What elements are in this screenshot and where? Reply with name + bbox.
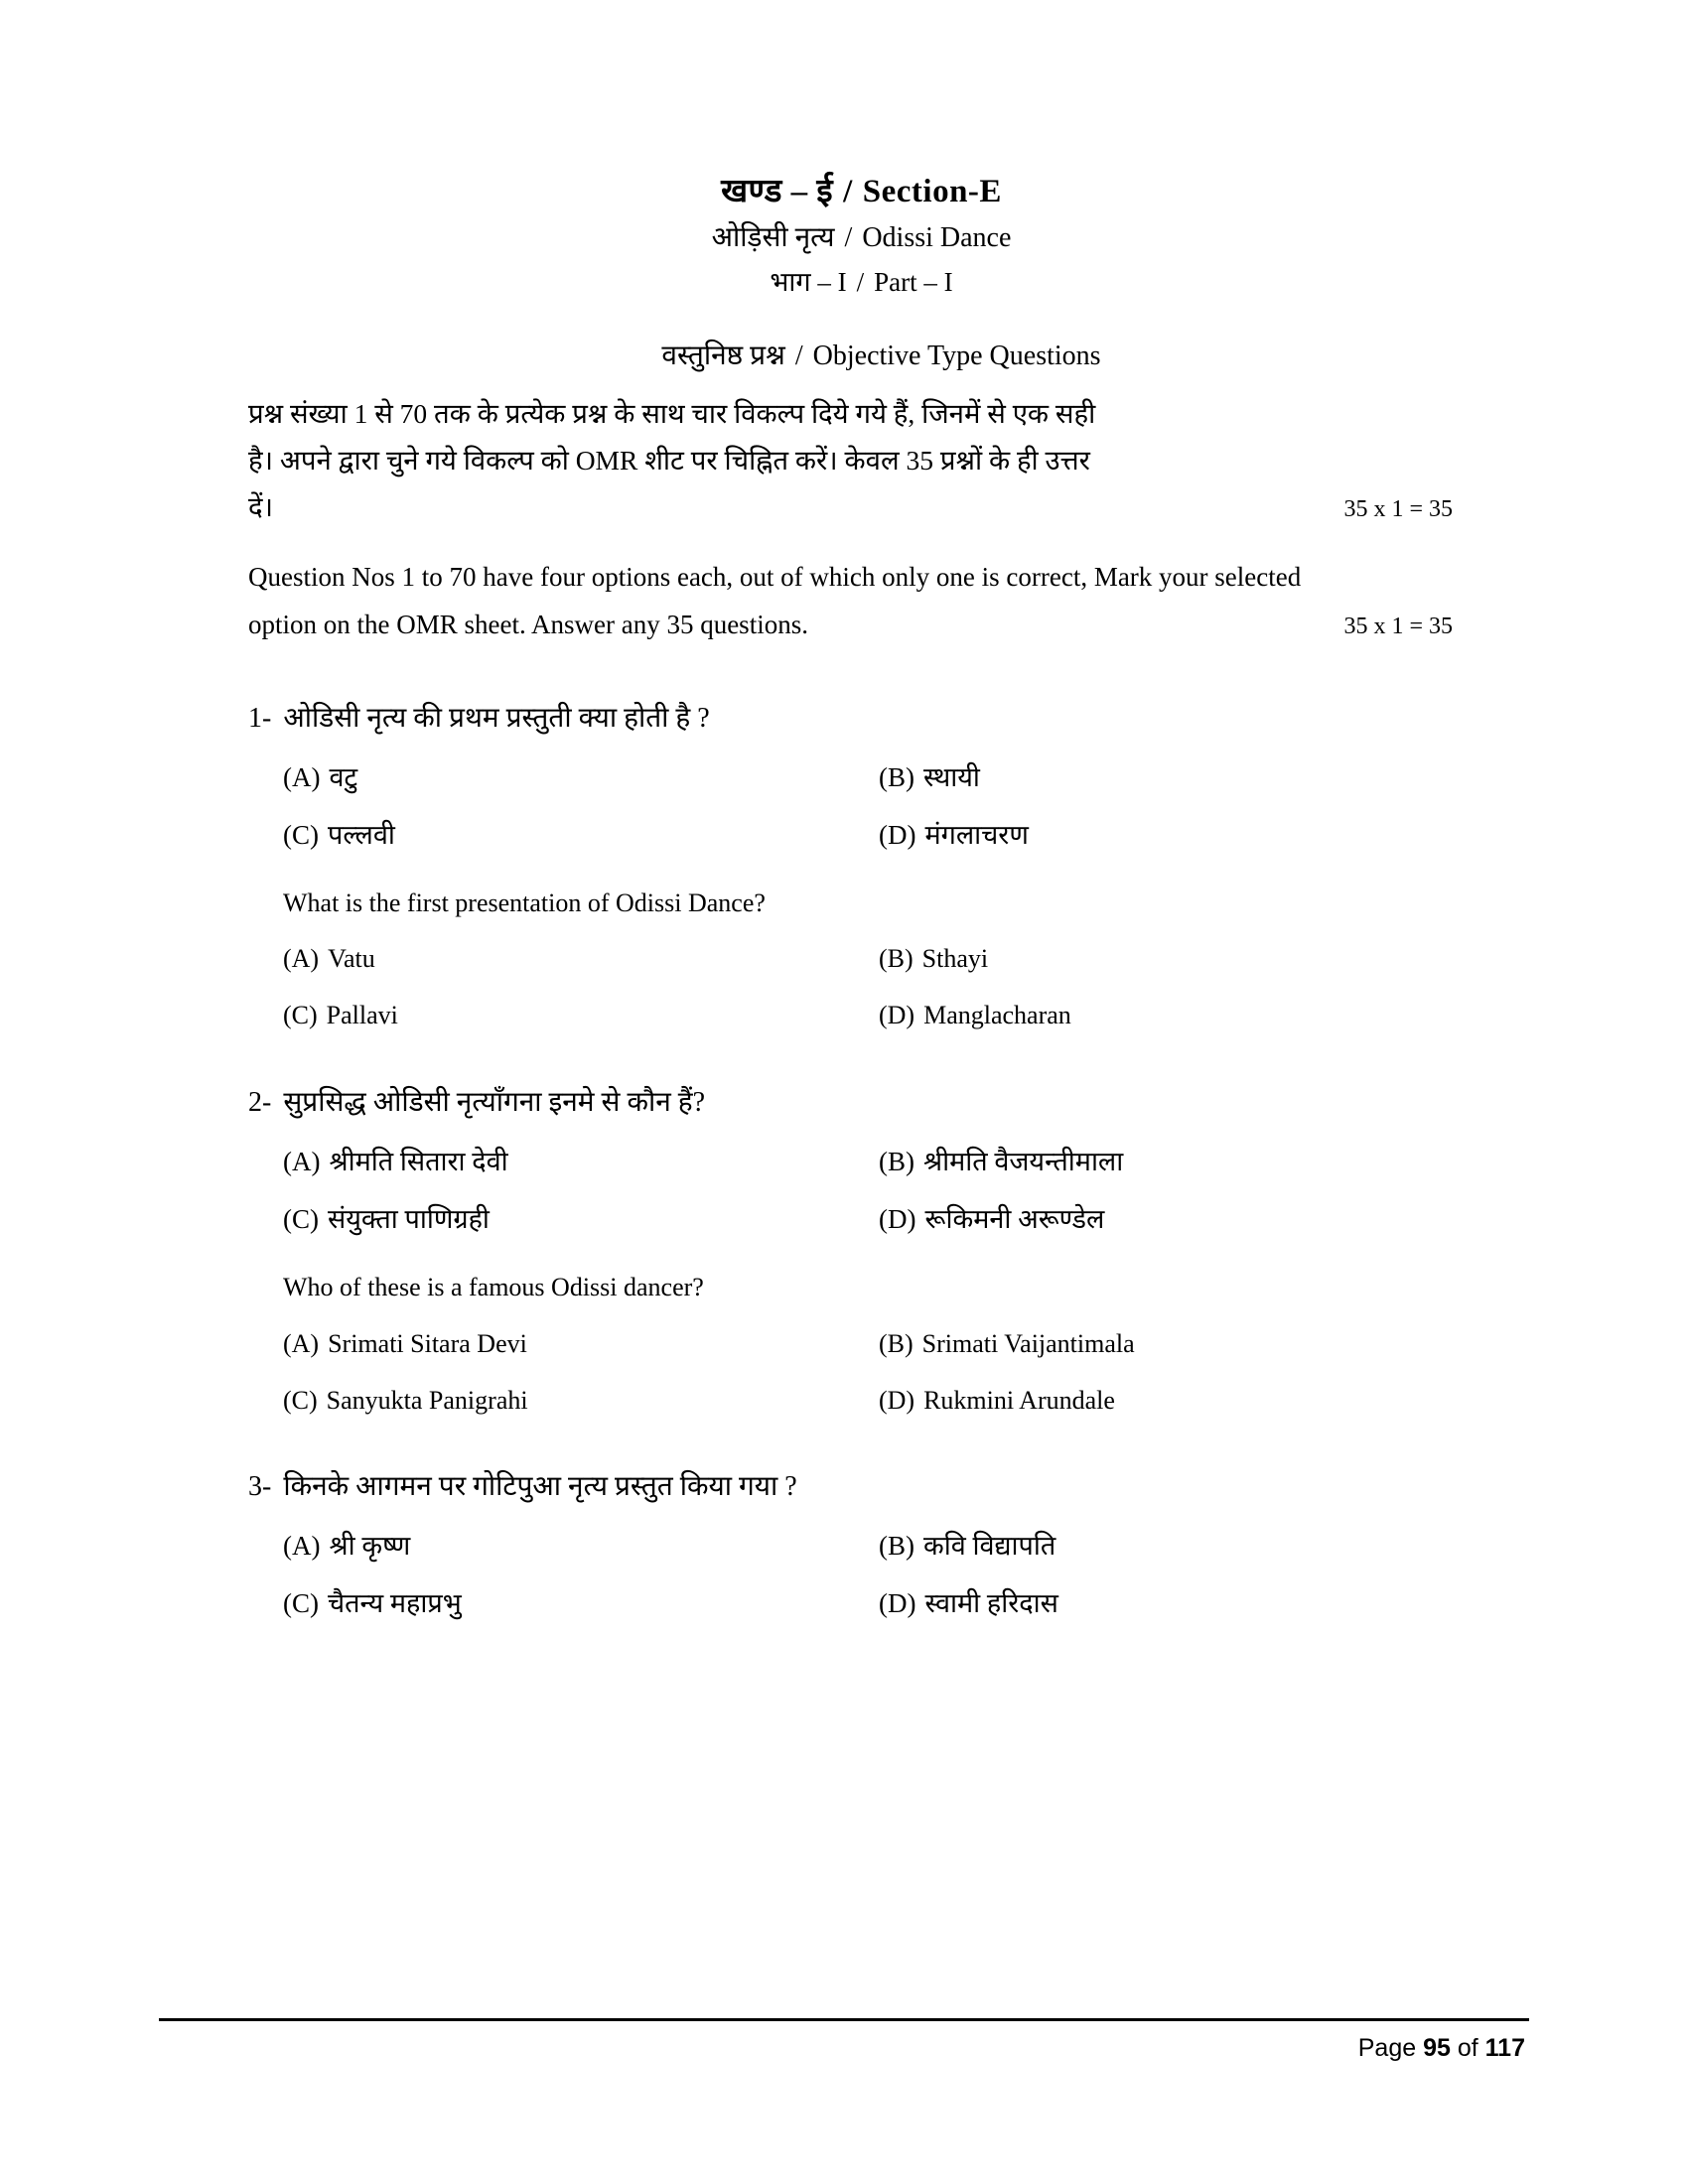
option-text: Sthayi xyxy=(921,944,989,974)
option-text: स्थायी xyxy=(923,761,980,792)
option-label: (D) xyxy=(879,819,916,850)
option-b[interactable] xyxy=(879,760,1475,795)
option-d[interactable] xyxy=(879,1586,1475,1621)
option-text: श्री कृष्ण xyxy=(329,1531,411,1562)
option-text: वटु xyxy=(329,761,358,792)
option-label: (B) xyxy=(879,761,914,792)
option-row-english xyxy=(248,1327,1475,1361)
option-c[interactable] xyxy=(283,1202,879,1237)
option-c-english[interactable] xyxy=(283,999,879,1032)
option-a[interactable] xyxy=(283,760,879,795)
option-label: (B) xyxy=(879,944,914,974)
option-label: (A) xyxy=(283,1328,320,1358)
question-number: 2- xyxy=(248,1087,272,1119)
option-d-english[interactable] xyxy=(879,1384,1475,1418)
option-row xyxy=(248,760,1475,795)
instructions-hindi-line-3: दें। xyxy=(248,491,274,523)
title-separator: / xyxy=(843,174,853,209)
option-label: (C) xyxy=(283,819,319,850)
subject-title xyxy=(248,222,1475,254)
option-label: (B) xyxy=(879,1328,914,1358)
part-title-english: Part – I xyxy=(874,267,953,298)
option-d[interactable] xyxy=(879,1202,1475,1237)
question-block xyxy=(248,1084,1475,1417)
subject-title-english: Odissi Dance xyxy=(862,222,1012,254)
option-a-english[interactable] xyxy=(283,1327,879,1361)
option-row-english xyxy=(248,1384,1475,1418)
option-b[interactable] xyxy=(879,1529,1475,1564)
option-text: चैतन्य महाप्रभु xyxy=(328,1588,462,1619)
section-title-english: Section-E xyxy=(862,174,1002,209)
subject-title-hindi: ओड़िसी नृत्य xyxy=(711,222,835,254)
objective-separator: / xyxy=(794,340,803,371)
option-d-english[interactable] xyxy=(879,999,1475,1032)
page-of-label: of xyxy=(1457,2034,1478,2062)
page-label: Page xyxy=(1357,2034,1417,2062)
option-a-english[interactable] xyxy=(283,942,879,976)
option-text: Rukmini Arundale xyxy=(923,1385,1115,1415)
question-block xyxy=(248,1468,1475,1621)
instructions-hindi xyxy=(248,390,1475,531)
instructions-english xyxy=(248,553,1475,648)
option-text: संयुक्ता पाणिग्रही xyxy=(328,1203,490,1234)
option-b-english[interactable] xyxy=(879,1327,1475,1361)
page-number-indicator xyxy=(159,2034,1529,2063)
option-row xyxy=(248,1202,1475,1237)
option-label: (A) xyxy=(283,1146,321,1176)
option-label: (C) xyxy=(283,1203,319,1234)
question-text-hindi: किनके आगमन पर गोटिपुआ नृत्य प्रस्तुत किया गया ? xyxy=(283,1471,797,1503)
marks-hindi: 35 x 1 = 35 xyxy=(1343,496,1453,523)
option-label: (C) xyxy=(283,1588,319,1619)
section-title xyxy=(248,174,1475,209)
footer-divider xyxy=(159,2018,1529,2021)
objective-title-english: Objective Type Questions xyxy=(812,340,1101,371)
question-heading xyxy=(248,1468,1475,1506)
instructions-hindi-line-3-row xyxy=(248,483,1475,530)
question-heading xyxy=(248,1084,1475,1122)
instructions-english-line-1: Question Nos 1 to 70 have four options each, out of which only one is correct, Mark your selected xyxy=(248,561,1302,592)
option-text: Srimati Vaijantimala xyxy=(921,1328,1135,1358)
part-separator: / xyxy=(856,267,865,298)
question-block xyxy=(248,700,1475,1032)
option-row xyxy=(248,818,1475,853)
part-title xyxy=(248,267,1475,298)
option-c-english[interactable] xyxy=(283,1384,879,1418)
page-footer xyxy=(159,2018,1529,2063)
section-title-hindi: खण्ड – ई xyxy=(721,174,834,209)
question-text-english: Who of these is a famous Odissi dancer? xyxy=(283,1273,704,1302)
page-total: 117 xyxy=(1484,2034,1525,2062)
option-d[interactable] xyxy=(879,818,1475,853)
option-text: स्वामी हरिदास xyxy=(924,1588,1058,1619)
option-text: Sanyukta Panigrahi xyxy=(326,1385,528,1415)
option-label: (A) xyxy=(283,1531,321,1562)
option-text: श्रीमति वैजयन्तीमाला xyxy=(923,1146,1124,1176)
instructions-english-line-2-row xyxy=(248,601,1475,648)
option-label: (D) xyxy=(879,1385,915,1415)
option-row xyxy=(248,1145,1475,1179)
page-current: 95 xyxy=(1423,2034,1451,2062)
question-text-english: What is the first presentation of Odissi Dance? xyxy=(283,887,766,917)
option-c[interactable] xyxy=(283,818,879,853)
option-row-english xyxy=(248,942,1475,976)
instructions-hindi-line-1: प्रश्न संख्या 1 से 70 तक के प्रत्येक प्रश्न के साथ चार विकल्प दिये गये हैं, जिनमें से एक सही xyxy=(248,397,1096,429)
page-content xyxy=(248,174,1475,1621)
option-c[interactable] xyxy=(283,1586,879,1621)
option-text: Vatu xyxy=(328,944,375,974)
option-label: (C) xyxy=(283,1385,318,1415)
instructions-hindi-line-2: है। अपने द्वारा चुने गये विकल्प को OMR शीट पर चिह्नित करें। केवल 35 प्रश्नों के ही उत्तर xyxy=(248,445,1090,477)
option-text: Srimati Sitara Devi xyxy=(328,1328,527,1358)
page-header xyxy=(248,174,1475,372)
instructions-english-line-2: option on the OMR sheet. Answer any 35 questions. xyxy=(248,609,808,639)
option-text: श्रीमति सितारा देवी xyxy=(329,1146,508,1176)
option-label: (A) xyxy=(283,761,321,792)
option-a[interactable] xyxy=(283,1529,879,1564)
question-number: 3- xyxy=(248,1471,272,1503)
option-label: (A) xyxy=(283,944,320,974)
option-text: मंगलाचरण xyxy=(924,819,1029,850)
option-text: Manglacharan xyxy=(923,1001,1071,1030)
option-label: (B) xyxy=(879,1146,914,1176)
option-text: Pallavi xyxy=(326,1001,398,1030)
option-label: (B) xyxy=(879,1531,914,1562)
option-label: (D) xyxy=(879,1001,915,1030)
option-row-english xyxy=(248,999,1475,1032)
option-label: (D) xyxy=(879,1203,916,1234)
option-text: पल्लवी xyxy=(328,819,395,850)
objective-title xyxy=(248,341,1475,372)
option-label: (C) xyxy=(283,1001,318,1030)
option-a[interactable] xyxy=(283,1145,879,1179)
option-row xyxy=(248,1586,1475,1621)
marks-english: 35 x 1 = 35 xyxy=(1343,613,1453,639)
option-label: (D) xyxy=(879,1588,916,1619)
question-heading xyxy=(248,700,1475,738)
subject-separator: / xyxy=(844,222,853,254)
option-text: कवि विद्यापति xyxy=(923,1531,1056,1562)
part-title-hindi: भाग – I xyxy=(770,267,847,298)
option-b[interactable] xyxy=(879,1145,1475,1179)
option-text: रूकिमनी अरूण्डेल xyxy=(924,1203,1105,1234)
question-number: 1- xyxy=(248,702,272,734)
question-text-hindi: सुप्रसिद्ध ओडिसी नृत्याँगना इनमे से कौन हैं? xyxy=(283,1087,706,1119)
question-text-hindi: ओडिसी नृत्य की प्रथम प्रस्तुती क्या होती है ? xyxy=(283,702,710,734)
option-b-english[interactable] xyxy=(879,942,1475,976)
option-row xyxy=(248,1529,1475,1564)
objective-title-hindi: वस्तुनिष्ठ प्रश्न xyxy=(661,340,785,371)
